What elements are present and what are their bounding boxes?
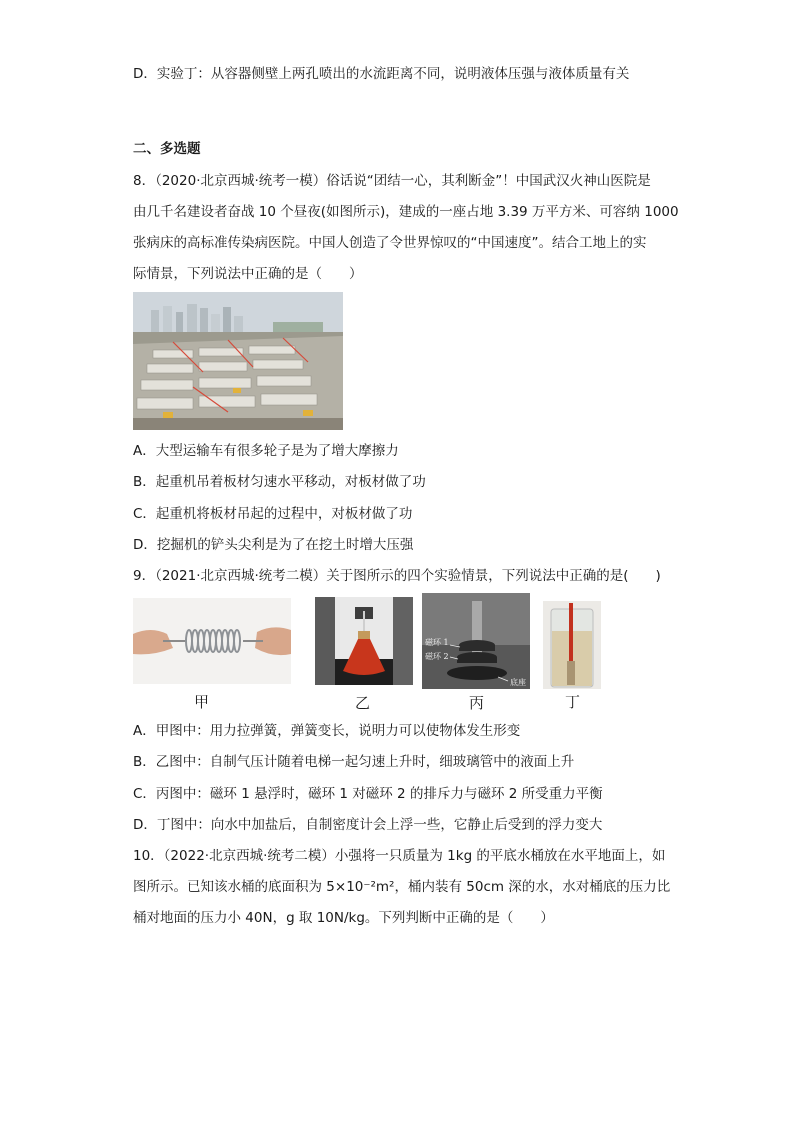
q8-option-b: B．起重机吊着板材匀速水平移动，对板材做了功 [133,474,426,490]
label-base: 底座 [510,678,526,687]
label-ring-1: 磁环 1 [425,638,449,647]
q8-stem-line-1: 8．（2020·北京西城·统考一模）俗话说“团结一心，其利断金”！中国武汉火神山医院是 [133,173,651,189]
caption-ding: 丁 [565,693,581,711]
q9-option-c: C．丙图中：磁环 1 悬浮时，磁环 1 对磁环 2 的排斥力与磁环 2 所受重力平衡 [133,786,603,802]
q9-option-a: A．甲图中：用力拉弹簧，弹簧变长，说明力可以使物体发生形变 [133,723,521,739]
q9-option-b: B．乙图中：自制气压计随着电梯一起匀速上升时，细玻璃管中的液面上升 [133,754,575,770]
q8-stem-line-4: 际情景，下列说法中正确的是（ ） [133,266,363,282]
q8-construction-photo [133,292,343,430]
q8-stem-line-3: 张病床的高标准传染病医院。中国人创造了令世界惊叹的“中国速度”。结合工地上的实 [133,235,647,251]
q8-stem-line-2: 由几千名建设者奋战 10 个昼夜(如图所示)，建成的一座占地 3.39 万平方米、可容纳 1000 [133,204,679,220]
q10-stem-line-2: 图所示。已知该水桶的底面积为 5×10⁻²m²，桶内装有 50cm 深的水，水对桶底的压力比 [133,879,671,895]
q8-option-d: D．挖掘机的铲头尖利是为了在挖土时增大压强 [133,537,414,553]
caption-yi: 乙 [355,694,371,712]
caption-jia: 甲 [194,693,210,711]
q9-photo-bing [422,593,530,689]
q8-option-c: C．起重机将板材吊起的过程中，对板材做了功 [133,506,413,522]
q10-stem-line-1: 10．（2022·北京西城·统考二模）小强将一只质量为 1kg 的平底水桶放在水平地面上，如 [133,848,666,864]
caption-bing: 丙 [469,694,485,712]
q9-photo-ding [543,601,601,689]
q9-option-d: D．丁图中：向水中加盐后，自制密度计会上浮一些，它静止后受到的浮力变大 [133,817,603,833]
q9-photo-yi [315,597,413,685]
q9-stem: 9．（2021·北京西城·统考二模）关于图所示的四个实验情景，下列说法中正确的是( ) [133,568,661,584]
q8-option-a: A．大型运输车有很多轮子是为了增大摩擦力 [133,443,399,459]
label-ring-2: 磁环 2 [425,652,449,661]
section-title: 二、多选题 [133,141,201,157]
q10-stem-line-3: 桶对地面的压力小 40N，g 取 10N/kg。下列判断中正确的是（ ） [133,910,554,926]
q9-photo-jia [133,598,291,684]
q7-option-d: D．实验丁：从容器侧壁上两孔喷出的水流距离不同，说明液体压强与液体质量有关 [133,66,630,82]
